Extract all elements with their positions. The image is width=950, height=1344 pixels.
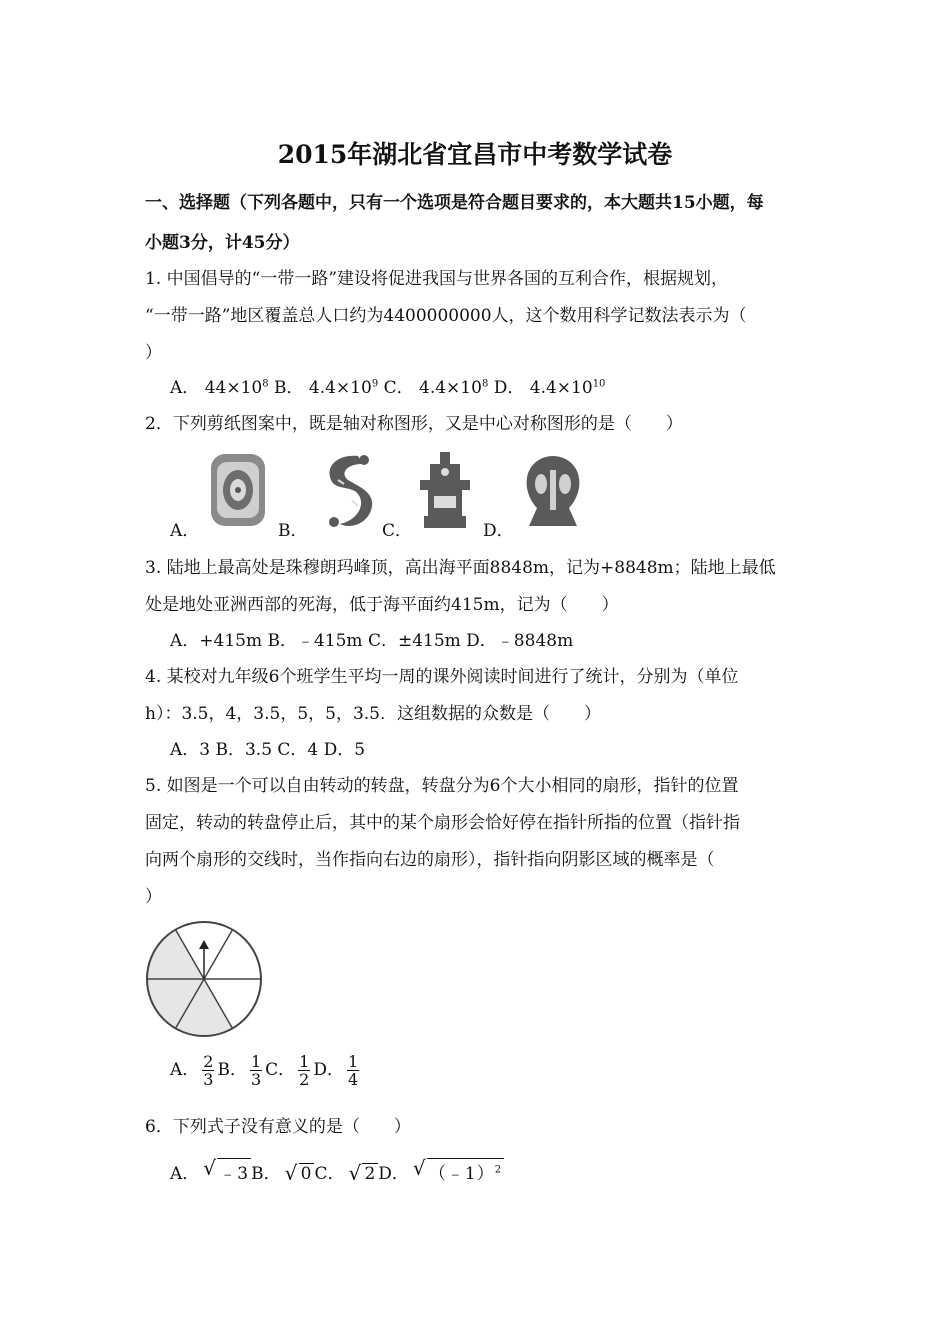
- q2-label-c: C．: [382, 521, 413, 541]
- q6-option-d-radicand-wrap: [427, 1158, 504, 1184]
- q6-option-b-sqrt: [285, 1163, 315, 1184]
- q3-line1: 3. 陆地上最高处是珠穆朗玛峰顶，高出海平面8848m，记为+8848m；陆地上最低: [145, 558, 776, 578]
- q6-option-c-sqrt: [348, 1163, 378, 1184]
- q5-option-c-num: 1: [299, 1052, 310, 1071]
- q3-line2: 处是地处亚洲西部的死海，低于海平面约415m，记为（ ）: [145, 595, 619, 615]
- paper-cut-a-image: [207, 450, 269, 530]
- q1-line2: “一带一路”地区覆盖总人口约为4400000000人，这个数用科学记数法表示为（: [145, 306, 747, 326]
- sqrt-icon: √: [412, 1156, 426, 1180]
- q1-option-d-label: D．: [493, 378, 525, 398]
- q2-line1: 2．下列剪纸图案中，既是轴对称图形，又是中心对称图形的是（ ）: [145, 414, 683, 434]
- q5-option-c-label: C．: [265, 1060, 296, 1080]
- q6-option-c-label: C．: [314, 1164, 345, 1184]
- q1-option-c-label: C．: [383, 378, 414, 398]
- page-title: 2015年湖北省宜昌市中考数学试卷: [277, 140, 673, 169]
- sqrt-icon: √: [348, 1161, 362, 1185]
- q5-option-d-label: D．: [313, 1060, 344, 1080]
- sqrt-icon: √: [203, 1156, 217, 1180]
- q5-line3: 向两个扇形的交线时，当作指向右边的扇形），指针指向阴影区域的概率是（: [145, 850, 715, 870]
- q1-option-a-exp: 8: [262, 378, 269, 390]
- q1-option-a-label: A．: [170, 378, 200, 398]
- spinner-sector-shaded: [147, 930, 204, 979]
- q6-option-d-radicand: （﹣1）: [428, 1164, 495, 1184]
- sqrt-icon: √: [284, 1161, 298, 1185]
- q5-option-d-den: 4: [348, 1070, 359, 1089]
- q5-line2: 固定，转动的转盘停止后，其中的某个扇形会恰好停在指针所指的位置（指针指: [145, 813, 740, 833]
- paper-cut-b-image: [318, 450, 378, 532]
- q6-option-c-radicand: 2: [364, 1164, 377, 1184]
- q5-line1: 5. 如图是一个可以自由转动的转盘，转盘分为6个大小相同的扇形，指针的位置: [145, 776, 739, 796]
- q1-option-b-exp: 9: [371, 378, 379, 390]
- q5-line4: ）: [145, 887, 162, 907]
- q6-option-a-label: A．: [170, 1164, 200, 1184]
- q1-option-c-exp: 8: [481, 378, 489, 390]
- q5-option-b-num: 1: [250, 1052, 262, 1071]
- q5-option-c-fraction: [298, 1053, 310, 1088]
- q6-option-d-exp: 2: [494, 1164, 503, 1176]
- q5-option-a-label: A．: [170, 1060, 200, 1080]
- q4-line1: 4. 某校对九年级6个班学生平均一周的课外阅读时间进行了统计，分别为（单位: [145, 667, 739, 687]
- q6-option-b-radicand: 0: [300, 1164, 313, 1184]
- q5-options: [170, 1053, 362, 1088]
- q2-label-a: A．: [170, 521, 200, 541]
- q1-option-d-base: 4.4×10: [529, 378, 593, 398]
- q1-options: [170, 373, 605, 398]
- q5-option-b-fraction: [250, 1053, 262, 1088]
- q3-options: A．+415m B．﹣415m C．±415m D．﹣8848m: [170, 631, 574, 651]
- paper-cut-d-image: [519, 450, 587, 530]
- q5-option-a-fraction: [202, 1053, 214, 1088]
- spinner-diagram: [143, 918, 265, 1040]
- q2-label-b: B．: [278, 521, 308, 541]
- q4-line2: h）：3.5，4，3.5，5，5，3.5．这组数据的众数是（ ）: [145, 704, 602, 724]
- q1-option-b-base: 4.4×10: [308, 378, 372, 398]
- q1-option-c-base: 4.4×10: [419, 378, 482, 398]
- q5-option-d-fraction: [347, 1053, 359, 1088]
- q5-option-a-num: 2: [203, 1052, 214, 1071]
- section-heading-line2: 小题3分，计45分）: [145, 233, 300, 253]
- q6-line1: 6．下列式子没有意义的是（ ）: [145, 1117, 411, 1137]
- q6-option-a-radicand: ﹣3: [217, 1158, 251, 1184]
- q6-options: [170, 1158, 504, 1184]
- section-heading-line1: 一、选择题（下列各题中，只有一个选项是符合题目要求的，本大题共15小题，每: [145, 193, 764, 213]
- q1-option-b-label: B．: [273, 378, 304, 398]
- q5-option-a-den: 3: [203, 1070, 214, 1089]
- q1-option-a-base: 44×10: [204, 378, 263, 398]
- q6-option-d-label: D．: [378, 1164, 409, 1184]
- q4-options: A．3 B．3.5 C．4 D．5: [170, 740, 366, 760]
- q1-line3: ）: [145, 343, 162, 363]
- q5-option-d-num: 1: [348, 1052, 359, 1071]
- q5-option-c-den: 2: [299, 1070, 310, 1089]
- q2-label-d: D．: [483, 521, 514, 541]
- q5-option-b-den: 3: [250, 1070, 262, 1089]
- paper-cut-c-image: [416, 450, 474, 532]
- q6-option-b-label: B．: [251, 1164, 281, 1184]
- q6-option-a-sqrt: [203, 1158, 251, 1184]
- q5-option-b-label: B．: [217, 1060, 247, 1080]
- spinner-pointer-arrow-icon: [199, 940, 209, 949]
- q6-option-d-sqrt: [413, 1158, 504, 1184]
- q1-line1: 1. 中国倡导的“一带一路”建设将促进我国与世界各国的互利合作，根据规划，: [145, 269, 729, 289]
- q1-option-d-exp: 10: [592, 378, 606, 390]
